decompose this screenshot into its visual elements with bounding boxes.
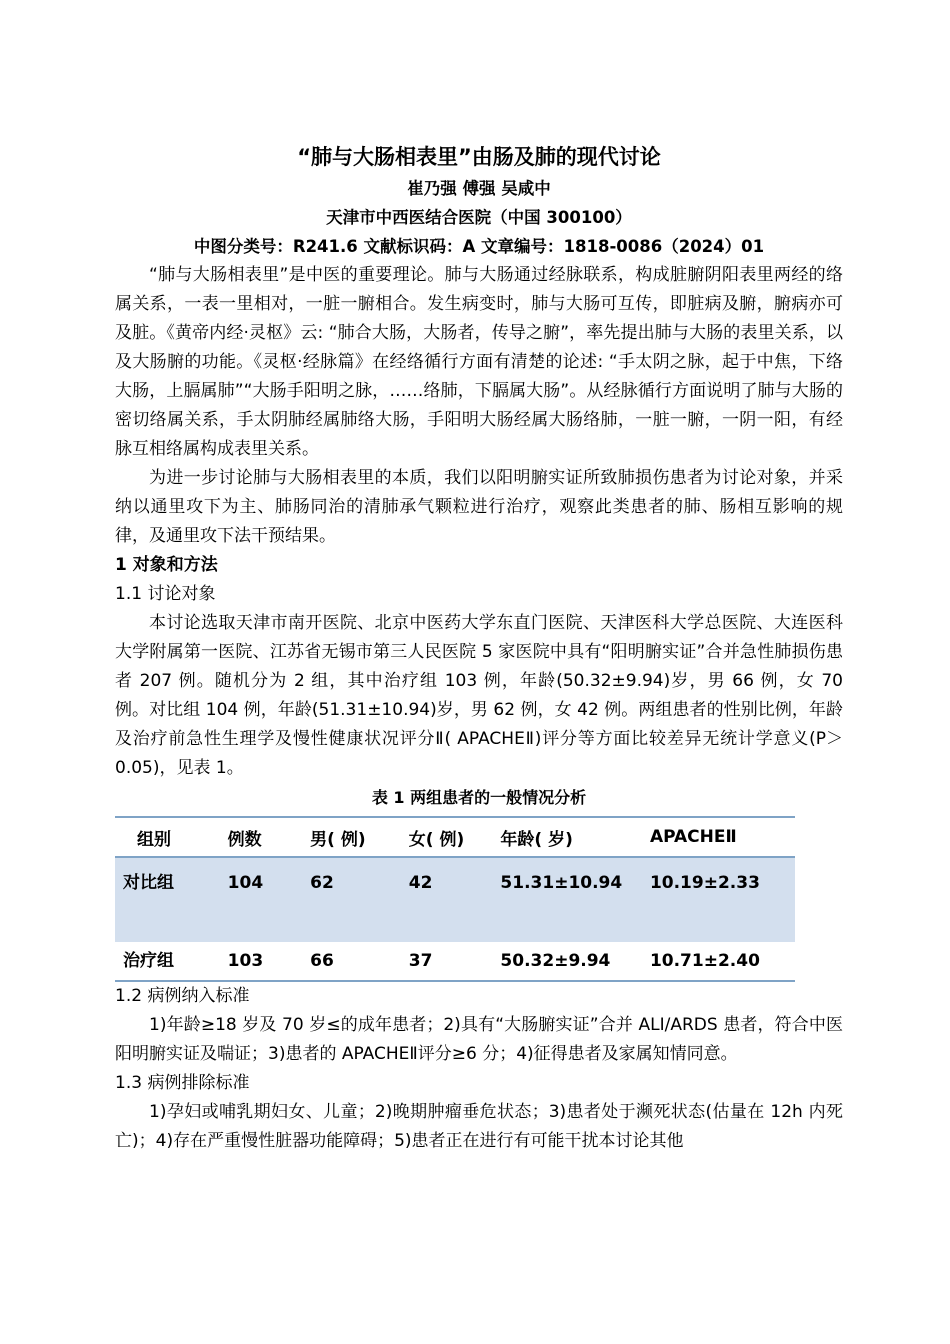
authors: 崔乃强 傅强 吴咸中 [407,179,551,198]
table-cell: 42 [408,873,433,893]
article-title: “肺与大肠相表里”由肠及肺的现代讨论 [297,145,661,169]
table-row [115,857,795,942]
header-cell: 年龄( 岁) [500,829,573,850]
paragraph-1-1: 本讨论选取天津市南开医院、北京中医药大学东直门医院、天津医科大学总医院、大连医科大学附属第一医院、江苏省无锡市第三人民医院 5 家医院中具有“阳明腑实证”合并急性肺损伤患者 207 例。随机分为 2 组，其中治疗组 103 例，年龄(50.32±9.94)岁，男 66 例，女 70 例。对比组 104 例，年龄(51.31±10.94)岁，男 62 例，女 42 例。两组患者的性别比例，年龄及治疗前急性生理学及慢性健康状况评分Ⅱ( APACHEⅡ)评分等方面比较差异无统计学意义(P＞0.05)，见表 1。 [115,613,843,778]
table-row [115,942,795,981]
affiliation: 天津市中西医结合医院（中国 300100） [326,208,632,227]
section-heading-1-2: 1.2 病例纳入标准 [115,986,250,1006]
table-header-row [115,817,795,857]
paragraph-1-3: 1)孕妇或哺乳期妇女、儿童；2)晚期肿瘤垂危状态；3)患者处于濒死状态(估量在 12h 内死亡)；4)存在严重慢性脏器功能障碍；5)患者正在进行有可能干扰本讨论其他 [115,1102,843,1151]
paragraph-1-2: 1)年龄≥18 岁及 70 岁≤的成年患者；2)具有“大肠腑实证”合并 ALI/ARDS 患者，符合中医阳明腑实证及喘证；3)患者的 APACHEⅡ评分≥6 分；4)征得患者及家属知情同意。 [115,1015,843,1064]
patient-table [115,816,795,982]
header-cell: 组别 [137,829,171,850]
table-cell: 治疗组 [123,951,174,971]
header-cell: 男( 例) [310,829,366,850]
header-cell: 女( 例) [408,829,465,850]
table-cell: 66 [310,951,334,971]
table-cell: 37 [408,951,433,971]
section-heading-1: 1 对象和方法 [115,555,218,575]
intro-paragraph-1: “肺与大肠相表里”是中医的重要理论。肺与大肠通过经脉联系，构成脏腑阴阳表里两经的络属关系，一表一里相对，一脏一腑相合。发生病变时，肺与大肠可互传，即脏病及腑，腑病亦可及脏。《黄帝内经·灵枢》云: “肺合大肠，大肠者，传导之腑”，率先提出肺与大肠的表里关系，以及大肠腑的功能。《灵枢·经脉篇》在经络循行方面有清楚的论述: “手太阴之脉，起于中焦，下络大肠，上膈属肺”“大肠手阳明之脉，……络肺，下膈属大肠”。从经脉循行方面说明了肺与大肠的密切络属关系，手太阴肺经属肺络大肠，手阳明大肠经属大肠络肺，一脏一腑，一阴一阳，有经脉互相络属构成表里关系。 [115,265,843,459]
table-cell: 51.31±10.94 [500,873,623,893]
section-heading-1-1: 1.1 讨论对象 [115,584,216,604]
table-cell: 50.32±9.94 [500,951,611,971]
document-page [115,140,843,1156]
table-cell: 10.71±2.40 [649,951,760,971]
header-cell: APACHEⅡ [649,827,737,847]
classification-line: 中图分类号：R241.6 文献标识码：A 文章编号：1818-0086（2024）01 [193,237,765,256]
intro-paragraph-2: 为进一步讨论肺与大肠相表里的本质，我们以阳明腑实证所致肺损伤患者为讨论对象，并采纳以通里攻下为主、肺肠同治的清肺承气颗粒进行治疗，观察此类患者的肺、肠相互影响的规律，及通里攻下法干预结果。 [115,468,843,546]
section-heading-1-3: 1.3 病例排除标准 [115,1073,250,1093]
header-cell: 例数 [227,829,262,850]
table-caption: 表 1 两组患者的一般情况分析 [371,788,587,807]
table-cell: 10.19±2.33 [649,873,760,893]
table-cell: 对比组 [123,873,174,893]
table-cell: 104 [227,873,264,893]
table-cell: 103 [227,951,264,971]
table-cell: 62 [310,873,334,893]
